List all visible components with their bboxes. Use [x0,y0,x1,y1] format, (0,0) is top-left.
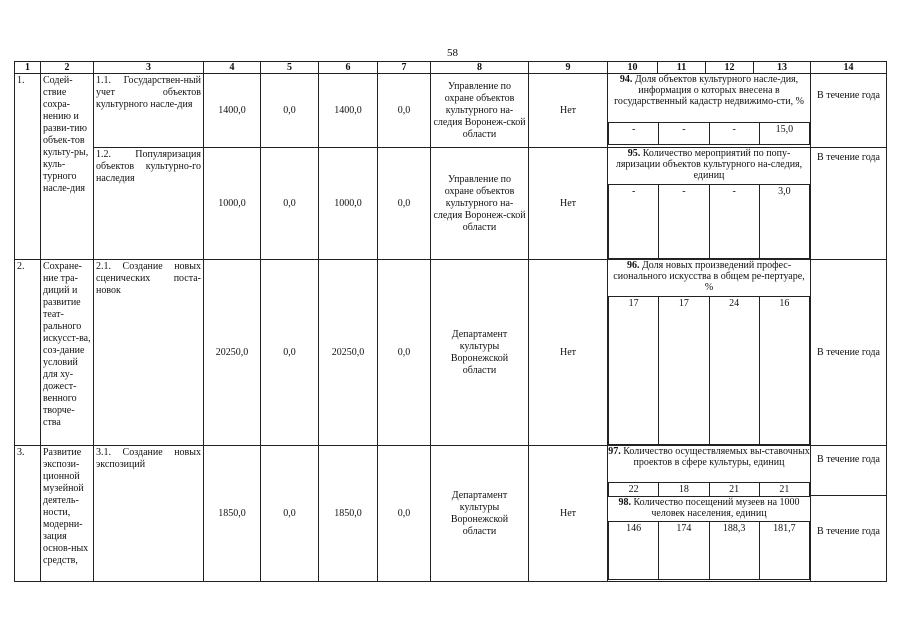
value-cell: 1000,0 [319,148,378,260]
indicator-value: - [609,185,659,259]
term-cell [811,446,887,582]
indicator-values [608,122,810,145]
header-cell: 12 [706,62,754,74]
indicator-title [608,446,810,482]
indicator-number: 94. [619,74,633,85]
header-cell: 5 [261,62,319,74]
goal-cell: Содей-ствие сохра-нению и разви-тию объек-тов культу-ры, куль-турного насле-дия [41,74,94,260]
indicator-text: Доля новых произведений профес-сионального искусства в общем ре-пертуаре, % [613,260,805,293]
value-cell: 0,0 [378,74,431,148]
indicator-value: - [659,123,709,145]
value-cell: 1000,0 [204,148,261,260]
indicator-number: 97. [608,446,621,457]
value-cell: 0,0 [261,260,319,446]
goal-cell: Сохране-ние тра-диций и развитие теат-рального искусст-ва, соз-дание условий для ху-дожест-венного творче-ства [41,260,94,446]
indicator-value: 17 [609,297,659,445]
row-number: 1. [15,74,41,260]
value-cell: 20250,0 [204,260,261,446]
indicator-number: 95. [627,148,641,159]
table-row [15,260,887,446]
header-cell: 8 [431,62,529,74]
term-text: В течение года [811,446,886,496]
indicator-value: - [609,123,659,145]
page-number: 58 [447,47,458,59]
header-cell: 2 [41,62,94,74]
table-row [15,446,887,582]
indicator-value: 18 [659,483,709,497]
value-cell: 1400,0 [204,74,261,148]
indicator-value: 22 [609,483,659,497]
indicator-values [608,184,810,259]
task-cell: 1.1. Государствен-ный учет объектов культурного насле-дия [94,74,204,148]
indicator-cell [608,260,811,446]
indicator-value: 16 [759,297,809,445]
organization-cell: Управление по охране объектов культурного на-следия Воронеж-ской области [431,74,529,148]
indicator-value: 15,0 [759,123,809,145]
value-cell: 1850,0 [319,446,378,582]
indicator-number: 98. [618,497,631,508]
value-cell: 1400,0 [319,74,378,148]
value-cell: Нет [529,148,608,260]
header-cell: 14 [811,62,887,74]
indicator-text: Доля объектов культурного насле-дия, информация о которых внесена в государственный кадастр недвижимо-сти, % [614,74,804,107]
term-cell: В течение года [811,260,887,446]
indicator-value: 3,0 [759,185,809,259]
indicator-values [608,521,810,580]
row-number: 2. [15,260,41,446]
table-row [15,148,887,260]
indicator-text: Количество мероприятий по попу-ляризации объектов культурного на-следия, единиц [615,148,803,181]
goal-cell: Развитие экспози-ционной музейной деятель-ности, модерни-зация основ-ных средств, [41,446,94,582]
indicator-title [608,497,810,521]
activity-table [14,61,887,582]
indicator-values [608,482,810,497]
term-cell: В течение года [811,148,887,260]
indicator-value: 146 [609,522,659,580]
header-cell: 1 [15,62,41,74]
indicator-value: 17 [659,297,709,445]
organization-cell: Департамент культуры Воронежской области [431,446,529,582]
indicator-title [608,260,810,296]
value-cell: Нет [529,74,608,148]
value-cell: 0,0 [378,148,431,260]
indicator-value: 188,3 [709,522,759,580]
value-cell: 0,0 [261,74,319,148]
indicator-cell [608,148,811,260]
indicator-value: 21 [759,483,809,497]
header-row [15,62,887,74]
task-cell: 3.1. Создание новых экспозиций [94,446,204,582]
value-cell: Нет [529,446,608,582]
indicator-value: 181,7 [759,522,809,580]
header-cell: 4 [204,62,261,74]
header-cell: 13 [754,62,811,74]
indicator-value: - [659,185,709,259]
indicator-number: 96. [626,260,640,271]
indicator-cell [608,74,811,148]
indicator-values [608,296,810,445]
indicator-cell [608,446,811,582]
task-cell: 2.1. Создание новых сценических поста-новок [94,260,204,446]
header-cell: 3 [94,62,204,74]
indicator-text: Количество посещений музеев на 1000 человек населения, единиц [633,497,800,519]
indicator-title [608,148,810,184]
indicator-title [608,74,810,122]
value-cell: Нет [529,260,608,446]
value-cell: 0,0 [261,446,319,582]
header-cell: 6 [319,62,378,74]
value-cell: 20250,0 [319,260,378,446]
organization-cell: Департамент культуры Воронежской области [431,260,529,446]
row-number: 3. [15,446,41,582]
indicator-value: 21 [709,483,759,497]
indicator-value: 174 [659,522,709,580]
value-cell: 1850,0 [204,446,261,582]
header-cell: 7 [378,62,431,74]
header-cell: 9 [529,62,608,74]
task-cell: 1.2. Популяризация объектов культурно-го наследия [94,148,204,260]
term-text: В течение года [817,526,880,537]
value-cell: 0,0 [378,260,431,446]
indicator-text: Количество осуществляемых вы-ставочных проектов в сфере культуры, единиц [623,446,810,468]
term-cell: В течение года [811,74,887,148]
organization-cell: Управление по охране объектов культурного на-следия Воронеж-ской области [431,148,529,260]
indicator-value: - [709,123,759,145]
header-cell: 10 [608,62,658,74]
header-cell: 11 [658,62,706,74]
indicator-value: - [709,185,759,259]
value-cell: 0,0 [378,446,431,582]
table-row [15,74,887,148]
value-cell: 0,0 [261,148,319,260]
indicator-value: 24 [709,297,759,445]
